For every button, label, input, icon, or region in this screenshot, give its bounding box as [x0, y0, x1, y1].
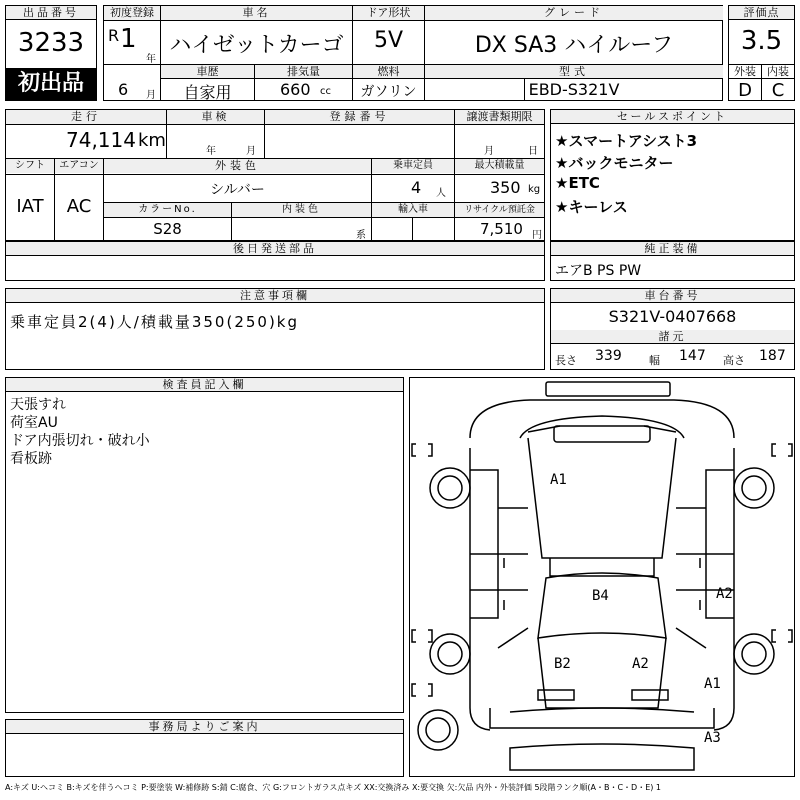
max-load-unit: kg: [528, 184, 541, 195]
displacement-value: 660: [280, 80, 311, 99]
history-value: 自家用: [183, 83, 232, 102]
grade-value: DX SA3 ハイルーフ: [474, 33, 674, 58]
chassis-box: [550, 288, 795, 370]
damage-mark: B4: [592, 588, 609, 604]
grade-label: グレード: [425, 6, 723, 20]
specs-label: 諸元: [551, 330, 794, 344]
later-parts-label: 後日発送部品: [6, 242, 544, 256]
max-load-label: 最大積載量: [455, 159, 544, 173]
inspector-label: 検査員記入欄: [6, 378, 403, 392]
int-score-value: C: [771, 80, 785, 101]
notes-label: 注意事項欄: [6, 289, 544, 303]
damage-diagram-box: [409, 377, 795, 777]
recycle-label: リサイクル預託金: [455, 203, 544, 217]
notes-value: 乗車定員2(4)人/積載量350(250)kg: [10, 313, 300, 331]
height-label: 高さ: [723, 354, 745, 367]
office-label: 事務局よりご案内: [6, 720, 403, 734]
first-reg-label: 初度登録: [104, 6, 160, 20]
first-reg-month: 6: [118, 80, 129, 99]
max-load-value: 350: [490, 178, 521, 197]
car-name-label: 車名: [161, 6, 352, 20]
legend: A:キズ U:ヘコミ B:キズを伴うヘコミ P:要塗装 W:補修跡 S:錆 C:腐食、穴 G:フロントガラス点キズ XX:交換済み X:要交換 欠:欠品 内外・外装評価 5段階ランク順(A・B・C・D・E) 1: [5, 783, 662, 792]
fuel-label: 燃料: [353, 65, 424, 78]
mileage-value: 74,114: [66, 128, 136, 152]
history-label: 車歴: [161, 65, 254, 78]
office-box: [5, 719, 404, 777]
chassis-label: 車台番号: [551, 289, 794, 303]
inspection-year-unit: 年: [206, 146, 216, 157]
lot-label: 出品番号: [6, 6, 96, 20]
later-parts-box: [5, 241, 545, 281]
first-reg-year-unit: 年: [146, 54, 156, 65]
length-label: 長さ: [555, 354, 577, 367]
width-value: 147: [679, 348, 706, 364]
sales-point-item: ★スマートアシスト3: [555, 132, 698, 150]
int-color-unit: 系: [356, 230, 366, 241]
inspector-line: 看板跡: [10, 451, 52, 467]
mileage-unit: km: [138, 130, 166, 151]
notes-box: [5, 288, 545, 370]
first-reg-month-unit: 月: [146, 90, 156, 101]
lot-box: [5, 5, 97, 101]
door-value: 5V: [373, 28, 404, 53]
damage-mark: B2: [554, 656, 571, 672]
lot-number: 3233: [17, 28, 85, 58]
damage-mark: A3: [704, 730, 721, 746]
ext-score-value: D: [738, 80, 752, 101]
height-value: 187: [759, 348, 786, 364]
score-box: [728, 5, 795, 101]
inspector-line: ドア内張切れ・破れ小: [10, 433, 150, 449]
aircon-value: AC: [66, 196, 92, 217]
vehicle-diagram: [410, 378, 794, 776]
inspector-line: 天張すれ: [10, 397, 66, 413]
first-listing-badge: 初出品: [6, 68, 96, 100]
aircon-label: エアコン: [55, 159, 103, 173]
transfer-label: 譲渡書類期限: [455, 110, 544, 124]
inspection-month-unit: 月: [246, 146, 256, 157]
model-value: EBD-S321V: [528, 80, 620, 99]
car-name-value: ハイゼットカーゴ: [169, 33, 344, 58]
sales-point-item: ★バックモニター: [555, 154, 674, 172]
transfer-day-unit: 日: [528, 146, 538, 157]
int-score-label: 内装: [767, 65, 789, 78]
width-label: 幅: [649, 354, 660, 367]
length-value: 339: [595, 348, 622, 364]
shift-label: シフト: [6, 159, 54, 173]
damage-mark: A1: [704, 676, 721, 692]
first-reg-year: 1: [120, 24, 137, 54]
ext-score-label: 外装: [734, 65, 756, 78]
shift-value: IAT: [16, 196, 44, 217]
capacity-label: 乗車定員: [372, 159, 454, 173]
details-box: [5, 109, 545, 241]
chassis-value: S321V-0407668: [608, 307, 737, 326]
score-label: 評価点: [729, 6, 794, 20]
damage-mark: A1: [550, 472, 567, 488]
inspection-label: 車検: [167, 110, 264, 124]
import-label: 輸入車: [372, 203, 454, 217]
score-value: 3.5: [740, 26, 783, 56]
ext-color-label: 外装色: [104, 159, 371, 173]
sales-points-label: セールスポイント: [551, 110, 794, 124]
displacement-unit: cc: [320, 86, 331, 97]
sales-points-box: [550, 109, 795, 241]
color-no-label: カラーNo.: [104, 203, 231, 217]
first-reg-era: R: [108, 26, 120, 45]
fuel-value: ガソリン: [360, 84, 417, 100]
recycle-unit: 円: [532, 230, 542, 241]
recycle-value: 7,510: [480, 220, 523, 238]
int-color-label: 内装色: [232, 203, 371, 217]
genuine-value: エアB PS PW: [555, 263, 642, 279]
damage-mark: A2: [716, 586, 733, 602]
mileage-label: 走行: [6, 110, 166, 124]
sales-point-item: ★キーレス: [555, 198, 628, 216]
sales-point-item: ★ETC: [555, 174, 600, 192]
inspector-box: [5, 377, 404, 713]
capacity-unit: 人: [436, 188, 446, 199]
ext-color-value: シルバー: [210, 182, 265, 198]
damage-mark: A2: [632, 656, 649, 672]
genuine-label: 純正装備: [551, 242, 794, 256]
displacement-label: 排気量: [255, 65, 352, 78]
header-row-box: [103, 5, 723, 101]
color-no-value: S28: [153, 220, 182, 238]
transfer-month-unit: 月: [484, 146, 494, 157]
capacity-value: 4: [411, 178, 422, 197]
model-label: 型式: [425, 65, 723, 78]
reg-no-label: 登録番号: [265, 110, 454, 124]
inspector-line: 荷室AU: [10, 415, 58, 431]
genuine-box: [550, 241, 795, 281]
door-label: ドア形状: [353, 6, 424, 20]
